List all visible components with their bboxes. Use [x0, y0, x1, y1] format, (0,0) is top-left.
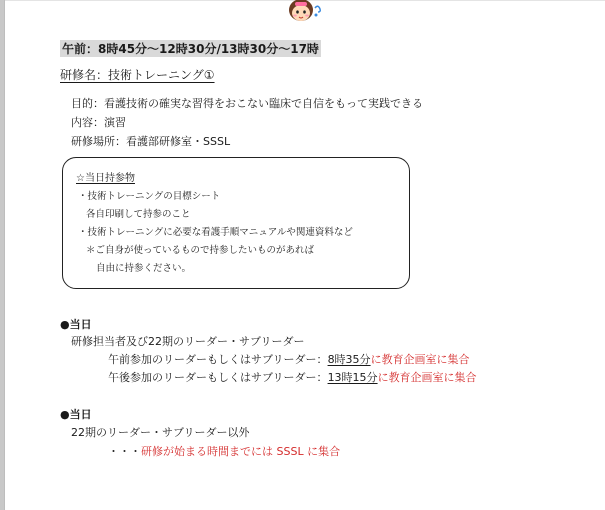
training-content: 内容：演習: [71, 116, 126, 129]
training-location: 研修場所：看護部研修室・SSSL: [71, 135, 231, 148]
afternoon-middle: に: [377, 371, 389, 384]
section2-note-prefix: ・・・: [108, 445, 141, 458]
section1-afternoon: [108, 369, 477, 385]
afternoon-prefix: 午後参加のリーダーもしくはサブリーダー：: [108, 371, 328, 384]
afternoon-time: 13時15分: [327, 371, 378, 384]
afternoon-place: 教育企画室に集合: [388, 371, 477, 384]
morning-middle: に: [370, 353, 382, 366]
section2-heading: ●当日: [60, 408, 92, 421]
page-left-edge: [0, 0, 5, 510]
items-box-heading: ☆当日持参物: [76, 173, 135, 184]
schedule-highlight: 午前：8時45分～12時30分/13時30分～17時: [62, 42, 319, 56]
training-title: 研修名：技術トレーニング①: [60, 68, 215, 82]
section2-note: 研修が始まる時間までには SSSL に集合: [141, 445, 341, 458]
training-purpose: 目的：看護技術の確実な習得をおこない臨床で自信をもって実践できる: [71, 97, 423, 110]
items-box-line: 各自印刷して持参のこと: [86, 209, 191, 220]
items-box-line: ・技術トレーニングの目標シート: [78, 191, 221, 202]
morning-time: 8時35分: [327, 353, 371, 366]
morning-prefix: 午前参加のリーダーもしくはサブリーダー：: [108, 353, 328, 366]
section2-target: 22期のリーダー・サブリーダー以外: [71, 426, 250, 439]
section1-morning: [108, 351, 470, 367]
items-box-line: 自由に持参ください。: [96, 263, 192, 274]
section1-target: 研修担当者及び22期のリーダー・サブリーダー: [71, 335, 305, 348]
items-box-line: ・技術トレーニングに必要な看護手順マニュアルや関連資料など: [78, 227, 353, 238]
section1-heading: ●当日: [60, 318, 92, 331]
items-box-line: ＊ご自身が使っているもので持参したいものがあれば: [86, 245, 315, 256]
nurse-mascot-icon: [285, 0, 325, 22]
morning-place: 教育企画室に集合: [381, 353, 470, 366]
section2-note-row: [108, 443, 340, 459]
